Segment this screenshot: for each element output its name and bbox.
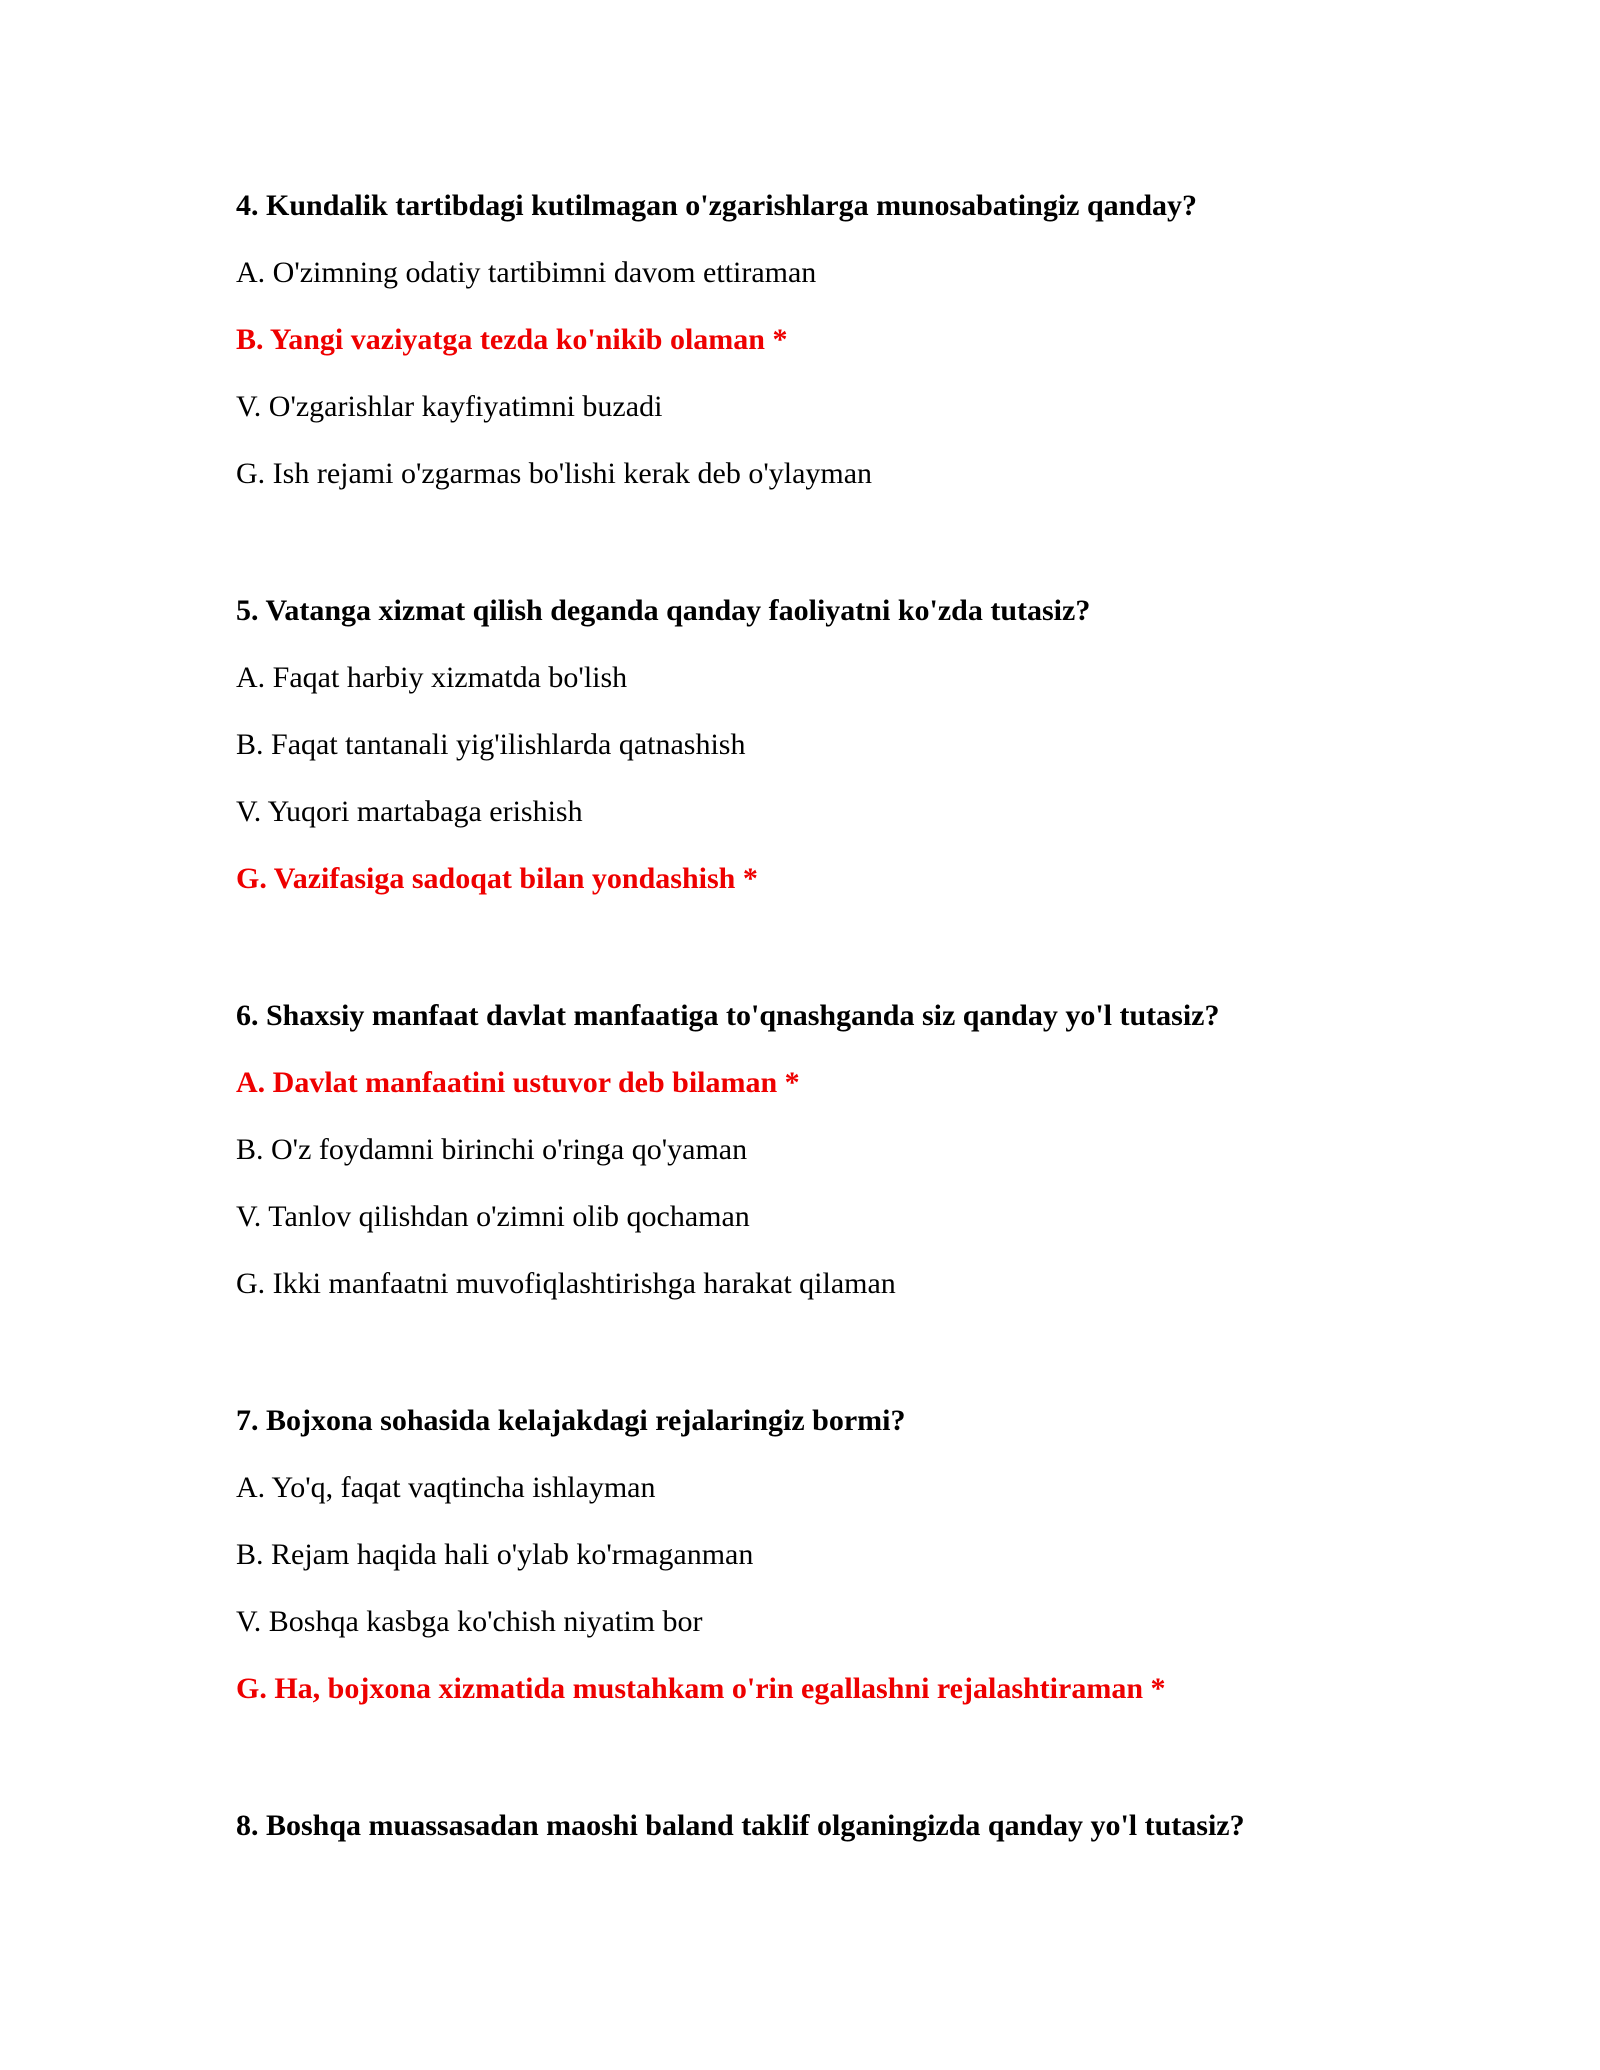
- answer-option: B. Rejam haqida hali o'ylab ko'rmaganman: [236, 1538, 754, 1571]
- question-title: 5. Vatanga xizmat qilish deganda qanday faoliyatni ko'zda tutasiz?: [236, 594, 1091, 627]
- correct-answer-option: G. Ha, bojxona xizmatida mustahkam o'rin egallashni rejalashtiraman *: [236, 1672, 1166, 1705]
- question-title: 6. Shaxsiy manfaat davlat manfaatiga to'qnashganda siz qanday yo'l tutasiz?: [236, 999, 1220, 1032]
- question-title: 4. Kundalik tartibdagi kutilmagan o'zgarishlarga munosabatingiz qanday?: [236, 189, 1198, 222]
- answer-option: A. Faqat harbiy xizmatda bo'lish: [236, 661, 628, 694]
- question-title: 8. Boshqa muassasadan maoshi baland taklif olganingizda qanday yo'l tutasiz?: [236, 1809, 1245, 1842]
- answer-option: A. O'zimning odatiy tartibimni davom ettiraman: [236, 256, 817, 289]
- correct-answer-option: G. Vazifasiga sadoqat bilan yondashish *: [236, 862, 758, 895]
- correct-answer-option: A. Davlat manfaatini ustuvor deb bilaman *: [236, 1066, 800, 1099]
- correct-answer-option: B. Yangi vaziyatga tezda ko'nikib olaman *: [236, 323, 788, 356]
- answer-option: A. Yo'q, faqat vaqtincha ishlayman: [236, 1471, 656, 1504]
- answer-option: V. O'zgarishlar kayfiyatimni buzadi: [236, 390, 663, 423]
- answer-option: B. Faqat tantanali yig'ilishlarda qatnashish: [236, 728, 746, 761]
- answer-option: G. Ish rejami o'zgarmas bo'lishi kerak deb o'ylayman: [236, 457, 873, 490]
- answer-option: B. O'z foydamni birinchi o'ringa qo'yaman: [236, 1133, 748, 1166]
- answer-option: V. Boshqa kasbga ko'chish niyatim bor: [236, 1605, 703, 1638]
- answer-option: V. Yuqori martabaga erishish: [236, 795, 583, 828]
- answer-option: G. Ikki manfaatni muvofiqlashtirishga harakat qilaman: [236, 1267, 896, 1300]
- question-title: 7. Bojxona sohasida kelajakdagi rejalaringiz bormi?: [236, 1404, 906, 1437]
- answer-option: V. Tanlov qilishdan o'zimni olib qochaman: [236, 1200, 750, 1233]
